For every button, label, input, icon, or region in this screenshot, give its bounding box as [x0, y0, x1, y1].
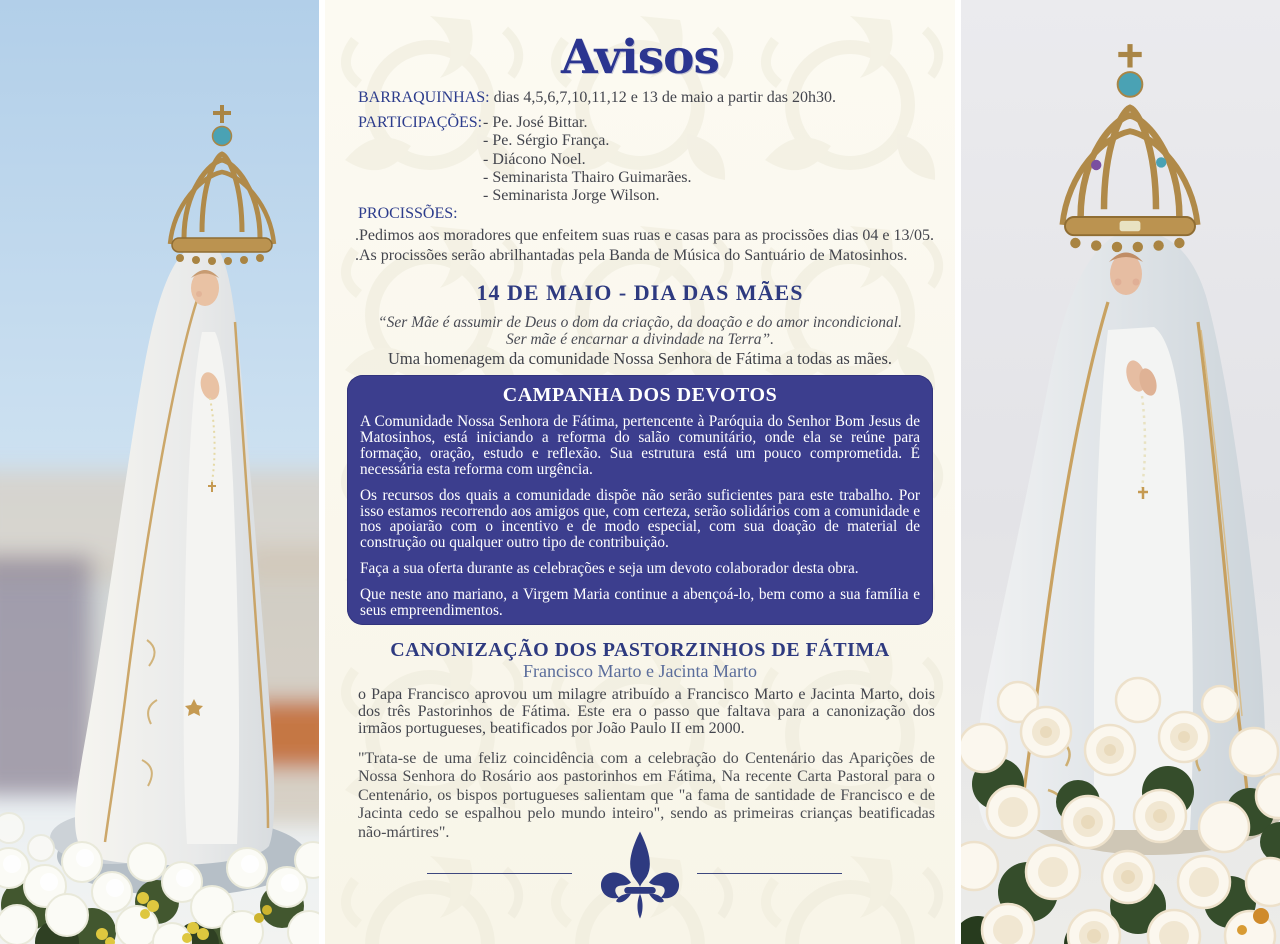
participacoes-label: PARTICIPAÇÕES: [358, 114, 483, 131]
participant-item: - Seminarista Jorge Wilson. [483, 187, 660, 205]
left-statue-photo [0, 0, 325, 944]
canonization-paragraph: o Papa Francisco aprovou um milagre atribuído a Francisco Marto e Jacinta Marto, dois dos três Pastorinhos de Fátima. Este era o passo que faltava para a canonização dos irmãos portugueses, beatificados por João Paulo II em 2000. [358, 686, 935, 737]
footer-divider-left [427, 873, 572, 874]
participant-item: - Pe. Sérgio França. [483, 132, 610, 150]
canonization-paragraph: "Trata-se de uma feliz coincidência com a celebração do Centenário das Aparições de Nossa Senhora do Rosário aos pastorinhos em Fátima, Na recente Carta Pastoral para o Centenário, os bispos portugueses salientam que "a fama de santidade de Francisco e de Jacinta cedo se espalhou pelo mundo inteiro", sendo as primeiras crianças beatificadas não-mártires". [358, 750, 935, 841]
procissoes-line: .As procissões serão abrilhantadas pela Banda de Música do Santuário de Matosinhos. [355, 246, 908, 264]
participant-item: - Seminarista Thairo Guimarães. [483, 168, 692, 186]
orange-flower-accent [1253, 908, 1269, 924]
participant-item: - Diácono Noel. [483, 150, 586, 168]
barraquinhas-label: BARRAQUINHAS: [358, 89, 490, 106]
canonization-subtitle: Francisco Marto e Jacinta Marto [523, 661, 757, 681]
canonization-title: CANONIZAÇÃO DOS PASTORZINHOS DE FÁTIMA [390, 639, 890, 661]
our-lady-fatima-left-illustration [0, 0, 319, 944]
campaign-title: CAMPANHA DOS DEVOTOS [502, 384, 778, 406]
mothers-day-quote-line2: Ser mãe é encarnar a divindade na Terra”. [505, 331, 775, 348]
mothers-day-quote-line1: “Ser Mãe é assumir de Deus o dom da criação, da doação e do amor incondicional. [378, 314, 902, 331]
campaign-paragraph: Os recursos dos quais a comunidade dispõe não serão suficientes para este trabalho. Por isso estamos recorrendo aos amigos que, com certeza, serão solidários com a comunidade e nos apoiarão com o incentivo e de modo especial, com sua doação de material de construção ou qualquer outro tipo de contribuição. [360, 486, 920, 552]
procissoes-label: PROCISSÕES: [358, 205, 458, 222]
campaign-paragraph: A Comunidade Nossa Senhora de Fátima, pertencente à Paróquia do Senhor Bom Jesus de Matosinhos, está iniciando a reforma do salão comunitário, onde ela se reúne para formação, oração, estudo e reflexão. Sua estrutura está um pouco comprometida. É necessária esta reforma com urgência. [360, 413, 920, 478]
footer-divider-right [697, 873, 842, 874]
mothers-day-homage: Uma homenagem da comunidade Nossa Senhora de Fátima a todas as mães. [387, 349, 893, 368]
page-title: Avisos [561, 30, 719, 85]
campaign-devotos-box [347, 375, 933, 625]
campaign-paragraph: Que neste ano mariano, a Virgem Maria continue a abençoá-lo, bem como a sua família e seus empreendimentos. [360, 586, 920, 620]
procissoes-lines [355, 226, 945, 265]
our-lady-fatima-right-illustration [961, 0, 1280, 944]
notice-panel [325, 0, 955, 944]
procissoes-line: .Pedimos aos moradores que enfeitem suas ruas e casas para as procissões dias 04 e 13/05. [355, 227, 934, 244]
barraquinhas-text: dias 4,5,6,7,10,11,12 e 13 de maio a partir das 20h30. [493, 89, 837, 106]
participants-list [483, 114, 692, 205]
mothers-day-title: 14 DE MAIO - DIA DAS MÃES [476, 280, 804, 305]
fleur-de-lis-icon [598, 824, 682, 926]
barraquinhas-notice [358, 88, 939, 107]
right-statue-photo [955, 0, 1280, 944]
campaign-paragraph: Faça a sua oferta durante as celebrações e seja um devoto colaborador desta obra. [360, 560, 859, 578]
participant-item: - Pe. José Bittar. [483, 114, 588, 131]
